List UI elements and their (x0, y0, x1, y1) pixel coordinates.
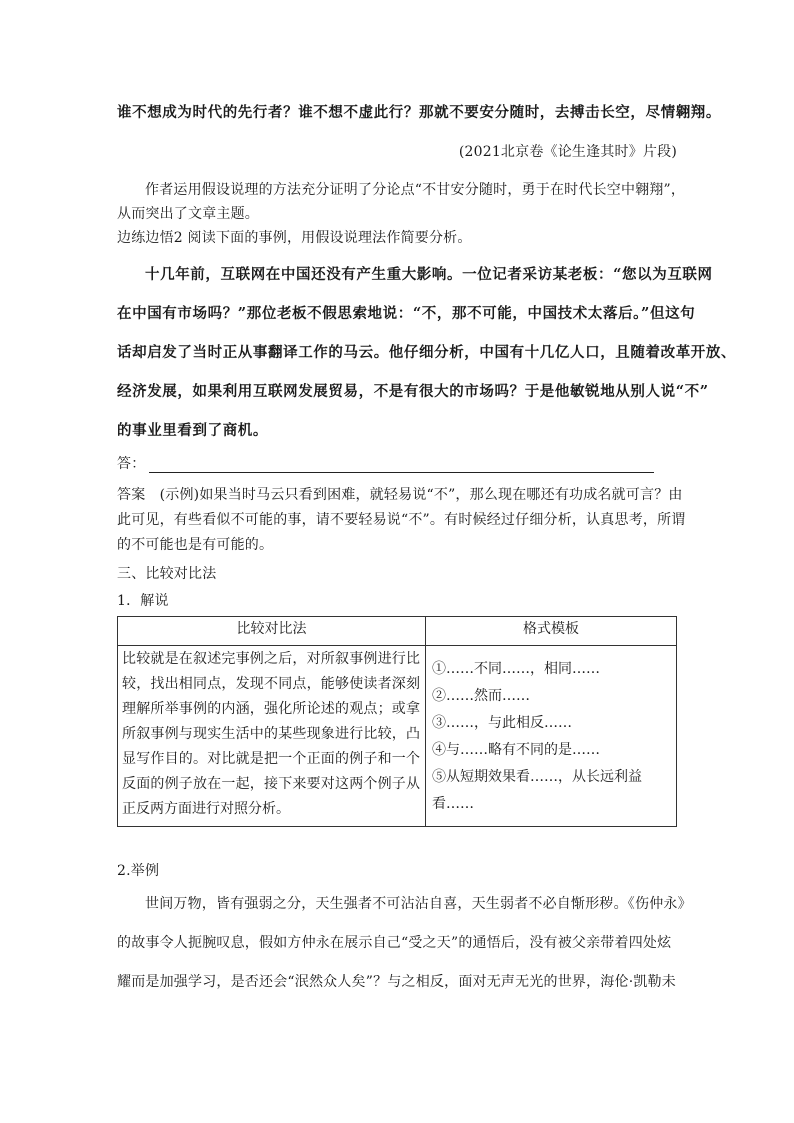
template-item: ②……然而…… (432, 688, 530, 704)
template-item: ③……，与此相反…… (432, 715, 572, 731)
table-row (118, 646, 677, 827)
analysis-line-2: 从而突出了文章主题。 (117, 206, 259, 222)
example-line: 的故事令人扼腕叹息，假如方仲永在展示自己“受之天”的通悟后，没有被父亲带着四处炫 (117, 935, 672, 951)
passage-line: 的事业里看到了商机。 (117, 422, 268, 439)
template-item: ④与……略有不同的是…… (432, 742, 600, 758)
subsection-heading: 1．解说 (117, 593, 169, 609)
example-line: 耀而是加强学习，是否还会“泯然众人矣”？与之相反，面对无声无光的世界，海伦·凯勒未 (117, 974, 676, 990)
answer-row (117, 453, 654, 473)
method-table (117, 616, 677, 827)
section-heading: 三、比较对比法 (117, 566, 217, 582)
example-line: 世间万物，皆有强弱之分，天生强者不可沾沾自喜，天生弱者不必自惭形秽。《伤仲永》 (145, 896, 692, 912)
template-list (426, 646, 677, 827)
answer-blank-line[interactable] (149, 458, 654, 473)
table-header-template: 格式模板 (426, 617, 677, 646)
exercise-title: 边练边悟2 阅读下面的事例，用假设说理法作简要分析。 (117, 230, 472, 246)
passage-line: 在中国有市场吗？”那位老板不假思索地说：“不，那不可能，中国技术太落后。”但这句 (117, 305, 696, 322)
answer-line: 的不可能也是有可能的。 (117, 537, 274, 553)
method-description: 比较就是在叙述完事例之后，对所叙事例进行比较，找出相同点，发现不同点，能够使读者深刻理解所举事例的内涵，强化所论述的观点；或拿所叙事例与现实生活中的某些现象进行比较，凸显写作目的。对比就是把一个正面的例子和一个反面的例子放在一起，接下来要对这两个例子从正反两方面进行对照分析。 (118, 646, 426, 827)
answer-line: 答案 (示例)如果当时马云只看到困难，就轻易说“不”，那么现在哪还有功成名就可言？由 (117, 487, 683, 503)
template-item: 看…… (432, 796, 474, 812)
table-header-method: 比较对比法 (118, 617, 426, 646)
passage-line: 经济发展，如果利用互联网发展贸易，不是有很大的市场吗？于是他敏锐地从别人说“不” (117, 383, 709, 400)
quote-source: (2021北京卷《论生逢其时》片段) (458, 144, 677, 160)
quote-line: 谁不想成为时代的先行者？谁不想不虚此行？那就不要安分随时，去搏击长空，尽情翱翔。 (117, 104, 721, 121)
answer-prompt: 答： (117, 456, 146, 472)
template-item: ⑤从短期效果看……，从长远利益 (432, 769, 642, 785)
answer-line: 此可见，有些看似不可能的事，请不要轻易说“不”。有时候经过仔细分析，认真思考，所谓 (117, 512, 686, 528)
passage-line: 十几年前，互联网在中国还没有产生重大影响。一位记者采访某老板：“您以为互联网 (145, 266, 713, 283)
template-item: ①……不同……，相同…… (432, 661, 600, 677)
subsection-heading: 2.举例 (117, 863, 160, 879)
passage-line: 话却启发了当时正从事翻译工作的马云。他仔细分析，中国有十几亿人口，且随着改革开放、 (117, 344, 737, 361)
table-header-row (118, 617, 677, 646)
analysis-line-1: 作者运用假设说理的方法充分证明了分论点“不甘安分随时，勇于在时代长空中翱翔”， (145, 182, 686, 198)
